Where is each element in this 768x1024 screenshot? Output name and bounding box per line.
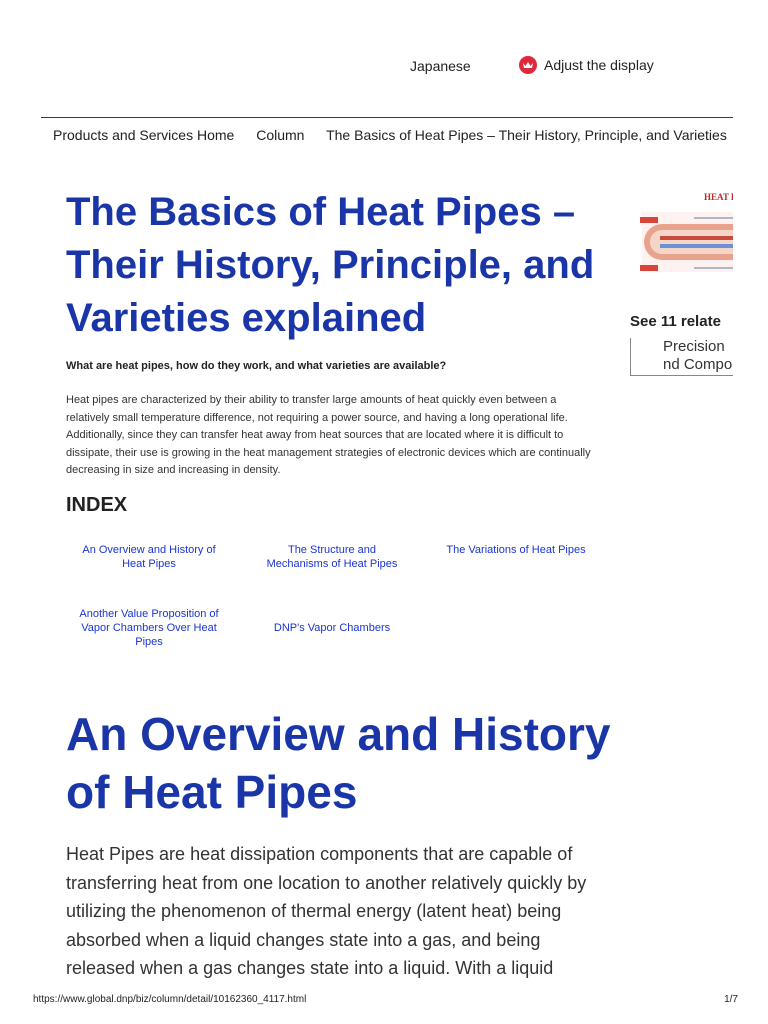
related-item-label: Precision nd Compo bbox=[663, 338, 733, 373]
index-link-overview[interactable]: An Overview and History of Heat Pipes bbox=[82, 544, 216, 570]
related-count[interactable]: See 11 relate bbox=[630, 313, 721, 330]
language-link[interactable]: Japanese bbox=[410, 58, 471, 74]
related-item[interactable] bbox=[630, 338, 733, 376]
section-body-overview: Heat Pipes are heat dissipation components that are capable of transferring heat from one location to another relatively quickly by utilizing the phenomenon of thermal energy (latent heat) being absorbed when a liquid changes state into a gas, and being released when a gas changes state into a liquid. With a liquid bbox=[66, 844, 587, 978]
thumbnail-title: HEAT P bbox=[704, 192, 737, 202]
index-link-structure[interactable]: The Structure and Mechanisms of Heat Pipes bbox=[266, 544, 398, 570]
section-title-overview: An Overview and History of Heat Pipes bbox=[66, 708, 611, 818]
article-intro: Heat pipes are characterized by their ability to transfer large amounts of heat quickly even between a relatively small temperature difference, not requiring a power source, and having a long operational life. Additionally, since they can transfer heat away from heat sources that are located where it is difficult to dissipate, their use is growing in the heat management strategies of electronic devices which are continually decreasing in size and increasing in density. bbox=[66, 394, 591, 477]
breadcrumb-current: The Basics of Heat Pipes – Their History, Principle, and Varieties bbox=[326, 127, 727, 143]
adjust-display-button[interactable] bbox=[519, 56, 654, 74]
related-sidebar bbox=[630, 180, 737, 380]
index-link-dnp-vapor[interactable]: DNP's Vapor Chambers bbox=[273, 622, 391, 634]
breadcrumb-home[interactable]: Products and Services Home bbox=[53, 127, 235, 143]
header-divider bbox=[41, 117, 733, 118]
adjust-display-label: Adjust the display bbox=[544, 57, 654, 73]
index-link-variations[interactable]: The Variations of Heat Pipes bbox=[446, 544, 586, 556]
index-heading: INDEX bbox=[66, 494, 128, 516]
article-lead: What are heat pipes, how do they work, and what varieties are available? bbox=[66, 360, 447, 372]
utility-nav bbox=[0, 56, 768, 76]
print-page-number: 1/7 bbox=[724, 994, 738, 1005]
print-url: https://www.global.dnp/biz/column/detail/10162360_4117.html bbox=[33, 994, 307, 1005]
breadcrumb-column[interactable]: Column bbox=[256, 127, 305, 143]
heat-pipe-diagram-thumbnail[interactable] bbox=[634, 184, 737, 294]
breadcrumb bbox=[53, 127, 733, 143]
crown-icon bbox=[519, 56, 537, 74]
index-link-vapor-value[interactable]: Another Value Proposition of Vapor Chambers Over Heat Pipes bbox=[79, 608, 219, 648]
page-title: The Basics of Heat Pipes – Their History, Principle, and Varieties explained bbox=[66, 190, 595, 340]
